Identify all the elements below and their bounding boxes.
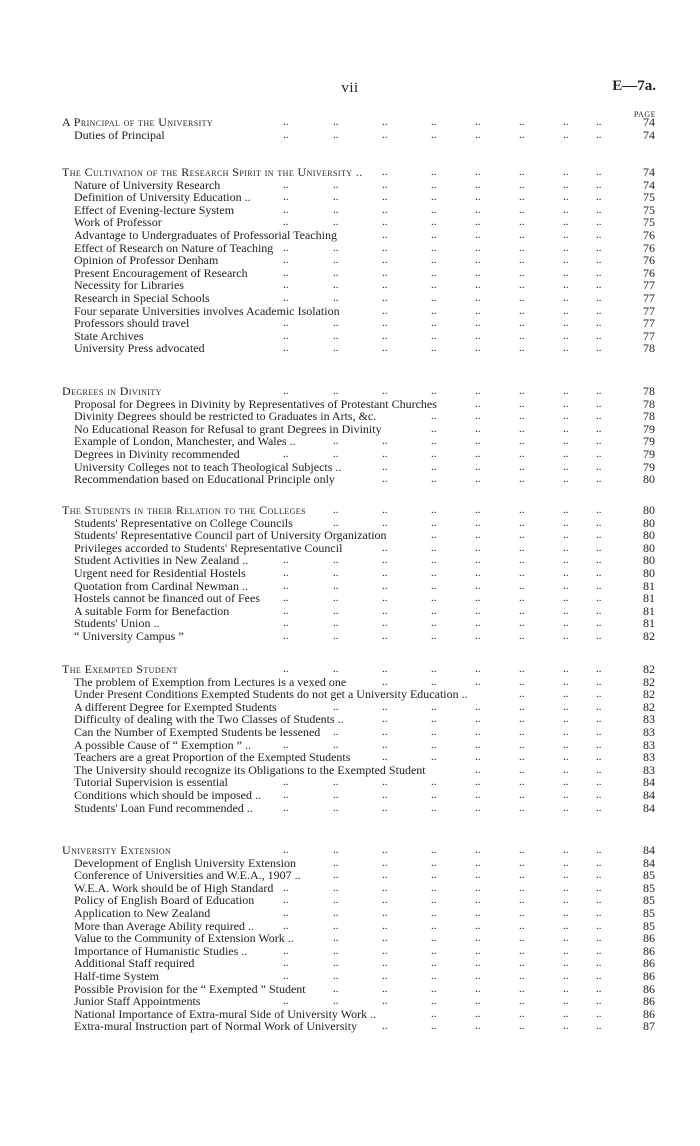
toc-entry-row: The problem of Exemption from Lectures is a vexed one .. .. .. .. .. .. 82 bbox=[74, 674, 655, 689]
entry-title: Opinion of Professor Denham bbox=[74, 253, 219, 268]
toc-entry-row: No Educational Reason for Refusal to grant Degrees in Divinity .. .. .. .. .. 79 bbox=[74, 421, 655, 436]
entry-title: A possible Cause of “ Exemption ” .. bbox=[74, 737, 251, 752]
toc-entry-row: Hostels cannot be financed out of Fees .. .. .. .. .. .. .. .. 81 bbox=[74, 591, 655, 606]
page-number: 86 bbox=[643, 943, 655, 958]
page-number: 83 bbox=[643, 737, 655, 752]
entry-title: No Educational Reason for Refusal to grant Degrees in Divinity bbox=[74, 421, 382, 436]
section-heading-row: University Extension .. .. .. .. .. .. .. .. 84 bbox=[62, 843, 655, 857]
page-number: 82 bbox=[643, 687, 655, 702]
page-number: 83 bbox=[643, 762, 655, 777]
page-number: 86 bbox=[643, 968, 655, 983]
entry-title: Student Activities in New Zealand .. bbox=[74, 553, 249, 568]
entry-title: Difficulty of dealing with the Two Classes of Students .. bbox=[74, 712, 344, 727]
entry-title: The University should recognize its Obligations to the Exempted Student bbox=[74, 762, 426, 777]
entry-title: A suitable Form for Benefaction bbox=[74, 603, 230, 618]
entry-title: Work of Professor bbox=[74, 215, 162, 230]
toc-entry-row: Possible Provision for the “ Exempted ” Student .. .. .. .. .. .. .. 86 bbox=[74, 981, 655, 996]
toc-section-university-extension bbox=[0, 844, 700, 1033]
entry-title: Research in Special Schools bbox=[74, 290, 210, 305]
entry-title: Definition of University Education .. bbox=[74, 190, 251, 205]
entry-title: University Colleges not to teach Theological Subjects .. bbox=[74, 459, 342, 474]
toc-entry-row: Students' Representative on College Councils .. .. .. .. .. .. .. 80 bbox=[74, 515, 655, 530]
entry-title: Example of London, Manchester, and Wales .. bbox=[74, 434, 296, 449]
page-number: 78 bbox=[643, 396, 655, 411]
toc-entry-row: Duties of Principal .. .. .. .. .. .. .. .. 74 bbox=[74, 127, 655, 142]
entry-title: Nature of University Research bbox=[74, 177, 221, 192]
page-number: 74 bbox=[643, 165, 655, 179]
toc-entry-row: Teachers are a great Proportion of the Exempted Students .. .. .. .. .. .. 83 bbox=[74, 750, 655, 765]
toc-entry-row: Nature of University Research .. .. .. .. .. .. .. .. 74 bbox=[74, 177, 655, 192]
toc-entry-row: Extra-mural Instruction part of Normal Work of University .. .. .. .. .. .. 87 bbox=[74, 1019, 655, 1034]
entry-title: Conditions which should be imposed .. bbox=[74, 787, 261, 802]
page-number: 82 bbox=[643, 699, 655, 714]
page-number: 84 bbox=[643, 775, 655, 790]
page-number: 75 bbox=[643, 215, 655, 230]
entry-title: Junior Staff Appointments bbox=[74, 994, 201, 1009]
page-number: 81 bbox=[643, 591, 655, 606]
toc-section-the-students-in-their-relation-to-the-co bbox=[0, 504, 700, 643]
toc-entry-row: Difficulty of dealing with the Two Classes of Students .. .. .. .. .. .. .. 83 bbox=[74, 712, 655, 727]
entry-title: Degrees in Divinity recommended bbox=[74, 446, 240, 461]
page-number: 77 bbox=[643, 328, 655, 343]
page-number: 85 bbox=[643, 918, 655, 933]
entry-title: Possible Provision for the “ Exempted ” Student bbox=[74, 981, 306, 996]
toc-section-the-cultivation-of-the-research-spirit-i bbox=[0, 166, 700, 355]
page-number: 85 bbox=[643, 880, 655, 895]
toc-section-the-exempted-student bbox=[0, 663, 700, 814]
page-number: 74 bbox=[643, 127, 655, 142]
toc-entry-row: Example of London, Manchester, and Wales .. .. .. .. .. .. .. .. 79 bbox=[74, 434, 655, 449]
toc-entry-row: The University should recognize its Obligations to the Exempted Student .. .. .. .. 83 bbox=[74, 762, 655, 777]
page-number: 81 bbox=[643, 603, 655, 618]
entry-title: University Press advocated bbox=[74, 341, 205, 356]
toc-entry-row: Necessity for Libraries .. .. .. .. .. .. .. .. 77 bbox=[74, 278, 655, 293]
section-heading: A Principal of the University bbox=[62, 115, 214, 129]
toc-entry-row: Student Activities in New Zealand .. .. .. .. .. .. .. .. .. 80 bbox=[74, 553, 655, 568]
entry-title: Can the Number of Exempted Students be lessened bbox=[74, 724, 321, 739]
toc-entry-row: Four separate Universities involves Academic Isolation .. .. .. .. .. .. 77 bbox=[74, 303, 655, 318]
entry-title: Additional Staff required bbox=[74, 956, 195, 971]
toc-entry-row: Privileges accorded to Students' Representative Council .. .. .. .. .. .. 80 bbox=[74, 540, 655, 555]
page-number: 76 bbox=[643, 265, 655, 280]
page-number: 84 bbox=[643, 843, 655, 857]
entry-title: Proposal for Degrees in Divinity by Representatives of Protestant Churches bbox=[74, 396, 437, 411]
entry-title: Students' Representative Council part of University Organization bbox=[74, 528, 387, 543]
toc-section-a-principal-of-the-university bbox=[0, 116, 700, 141]
toc-entry-row: W.E.A. Work should be of High Standard .. .. .. .. .. .. .. .. 85 bbox=[74, 880, 655, 895]
entry-title: Effect of Evening-lecture System bbox=[74, 202, 235, 217]
entry-title: Privileges accorded to Students' Representative Council bbox=[74, 540, 343, 555]
page-number: 80 bbox=[643, 503, 655, 517]
section-heading-row: Degrees in Divinity .. .. .. .. .. .. .. .. 78 bbox=[62, 384, 655, 398]
entry-title: Conference of Universities and W.E.A., 1907 .. bbox=[74, 868, 301, 883]
page-number: 78 bbox=[643, 341, 655, 356]
toc-entry-row: Additional Staff required .. .. .. .. .. .. .. .. 86 bbox=[74, 956, 655, 971]
toc-entry-row: Advantage to Undergraduates of Professorial Teaching .. .. .. .. .. .. 76 bbox=[74, 227, 655, 242]
toc-entry-row: University Colleges not to teach Theological Subjects .. .. .. .. .. .. .. 79 bbox=[74, 459, 655, 474]
toc-entry-row: Students' Union .. .. .. .. .. .. .. .. .. 81 bbox=[74, 616, 655, 631]
page-number: 80 bbox=[643, 528, 655, 543]
toc-entry-row: State Archives .. .. .. .. .. .. .. .. 77 bbox=[74, 328, 655, 343]
toc-entry-row: A possible Cause of “ Exemption ” .. .. .. .. .. .. .. .. .. 83 bbox=[74, 737, 655, 752]
entry-title: Duties of Principal bbox=[74, 127, 165, 142]
page-number: 77 bbox=[643, 303, 655, 318]
entry-title: Necessity for Libraries bbox=[74, 278, 184, 293]
page-number: 80 bbox=[643, 553, 655, 568]
page-number: 86 bbox=[643, 956, 655, 971]
page-number: 84 bbox=[643, 787, 655, 802]
toc-entry-row: Recommendation based on Educational Principle only .. .. .. .. .. .. 80 bbox=[74, 472, 655, 487]
page-number: 85 bbox=[643, 893, 655, 908]
toc-entry-row: Work of Professor .. .. .. .. .. .. .. .. 75 bbox=[74, 215, 655, 230]
entry-title: Extra-mural Instruction part of Normal Work of University bbox=[74, 1019, 358, 1034]
toc-entry-row: Tutorial Supervision is essential .. .. .. .. .. .. .. .. 84 bbox=[74, 775, 655, 790]
page-number-roman: vii bbox=[341, 80, 359, 96]
toc-entry-row: Value to the Community of Extension Work .. .. .. .. .. .. .. .. 86 bbox=[74, 931, 655, 946]
entry-title: State Archives bbox=[74, 328, 144, 343]
page-number: 74 bbox=[643, 177, 655, 192]
page-number: 75 bbox=[643, 202, 655, 217]
section-heading: The Students in their Relation to the Colleges bbox=[62, 503, 306, 517]
page-number: 80 bbox=[643, 540, 655, 555]
entry-title: Divinity Degrees should be restricted to Graduates in Arts, &c. bbox=[74, 409, 377, 424]
toc-entry-row: National Importance of Extra-mural Side of University Work .. .. .. .. .. .. 86 bbox=[74, 1006, 655, 1021]
section-heading-row: The Exempted Student .. .. .. .. .. .. .. .. 82 bbox=[62, 662, 655, 676]
entry-title: Policy of English Board of Education bbox=[74, 893, 255, 908]
page-number: 76 bbox=[643, 253, 655, 268]
page-number: 79 bbox=[643, 459, 655, 474]
toc-entry-row: University Press advocated .. .. .. .. .. .. .. .. 78 bbox=[74, 341, 655, 356]
entry-title: Present Encouragement of Research bbox=[74, 265, 248, 280]
entry-title: More than Average Ability required .. bbox=[74, 918, 255, 933]
toc-entry-row: Can the Number of Exempted Students be lessened .. .. .. .. .. .. .. 83 bbox=[74, 724, 655, 739]
toc-entry-row: “ University Campus ” .. .. .. .. .. .. .. .. 82 bbox=[74, 628, 655, 643]
page-number: 78 bbox=[643, 409, 655, 424]
toc-entry-row: Quotation from Cardinal Newman .. .. .. .. .. .. .. .. .. 81 bbox=[74, 578, 655, 593]
page-number: 80 bbox=[643, 472, 655, 487]
section-heading-row: The Cultivation of the Research Spirit in the University .. .. .. .. .. .. .. 74 bbox=[62, 165, 655, 179]
entry-title: Advantage to Undergraduates of Professorial Teaching bbox=[74, 227, 337, 242]
entry-title: Value to the Community of Extension Work .. bbox=[74, 931, 294, 946]
section-heading: The Exempted Student bbox=[62, 662, 178, 676]
entry-title: Recommendation based on Educational Principle only bbox=[74, 472, 335, 487]
toc-entry-row: Present Encouragement of Research .. .. .. .. .. .. .. .. 76 bbox=[74, 265, 655, 280]
entry-title: W.E.A. Work should be of High Standard bbox=[74, 880, 274, 895]
toc-entry-row: More than Average Ability required .. .. .. .. .. .. .. .. .. 85 bbox=[74, 918, 655, 933]
toc-entry-row: Definition of University Education .. .. .. .. .. .. .. .. .. 75 bbox=[74, 190, 655, 205]
page-number: 76 bbox=[643, 240, 655, 255]
toc-entry-row: Effect of Research on Nature of Teaching .. .. .. .. .. .. .. .. 76 bbox=[74, 240, 655, 255]
toc-section-degrees-in-divinity bbox=[0, 385, 700, 486]
toc-entry-row: Half-time System .. .. .. .. .. .. .. .. 86 bbox=[74, 968, 655, 983]
toc-entry-row: Proposal for Degrees in Divinity by Representatives of Protestant Churches .. .. .. .. 78 bbox=[74, 396, 655, 411]
toc-entry-row: Conditions which should be imposed .. .. .. .. .. .. .. .. .. 84 bbox=[74, 787, 655, 802]
page-number: 79 bbox=[643, 446, 655, 461]
page-number: 87 bbox=[643, 1019, 655, 1034]
document-code: E—7a. bbox=[612, 78, 656, 94]
page-number: 86 bbox=[643, 1006, 655, 1021]
page-number: 84 bbox=[643, 800, 655, 815]
page-number: 74 bbox=[643, 115, 655, 129]
toc-entry-row: Development of English University Extension .. .. .. .. .. .. .. 84 bbox=[74, 855, 655, 870]
page-number: 79 bbox=[643, 434, 655, 449]
page-number: 85 bbox=[643, 905, 655, 920]
page-number: 77 bbox=[643, 290, 655, 305]
toc-entry-row: Application to New Zealand .. .. .. .. .. .. .. .. 85 bbox=[74, 905, 655, 920]
entry-title: Teachers are a great Proportion of the Exempted Students bbox=[74, 750, 351, 765]
toc-entry-row: Policy of English Board of Education .. .. .. .. .. .. .. .. 85 bbox=[74, 893, 655, 908]
toc-entry-row: Effect of Evening-lecture System .. .. .. .. .. .. .. .. 75 bbox=[74, 202, 655, 217]
entry-title: Development of English University Extension bbox=[74, 855, 296, 870]
page-number: 86 bbox=[643, 981, 655, 996]
entry-title: National Importance of Extra-mural Side of University Work .. bbox=[74, 1006, 377, 1021]
page-number: 75 bbox=[643, 190, 655, 205]
section-heading-row: The Students in their Relation to the Colleges .. .. .. .. .. .. .. 80 bbox=[62, 503, 655, 517]
section-heading: Degrees in Divinity bbox=[62, 384, 162, 398]
entry-title: Students' Loan Fund recommended .. bbox=[74, 800, 253, 815]
page-number: 82 bbox=[643, 628, 655, 643]
toc-entry-row: Urgent need for Residential Hostels .. .. .. .. .. .. .. .. 80 bbox=[74, 565, 655, 580]
page-number: 77 bbox=[643, 278, 655, 293]
entry-title: A different Degree for Exempted Students bbox=[74, 699, 277, 714]
entry-title: Importance of Humanistic Studies .. bbox=[74, 943, 248, 958]
toc-entry-row: Conference of Universities and W.E.A., 1907 .. .. .. .. .. .. .. .. 85 bbox=[74, 868, 655, 883]
toc-entry-row: Importance of Humanistic Studies .. .. .. .. .. .. .. .. .. 86 bbox=[74, 943, 655, 958]
entry-title: Urgent need for Residential Hostels bbox=[74, 565, 246, 580]
entry-title: “ University Campus ” bbox=[74, 628, 184, 643]
page-number: 85 bbox=[643, 868, 655, 883]
page-number: 86 bbox=[643, 931, 655, 946]
toc-entry-row: Students' Representative Council part of University Organization .. .. .. .. .. 80 bbox=[74, 528, 655, 543]
toc-entry-row: Students' Loan Fund recommended .. .. .. .. .. .. .. .. .. 84 bbox=[74, 800, 655, 815]
section-heading: University Extension bbox=[62, 843, 172, 857]
entry-title: Hostels cannot be financed out of Fees bbox=[74, 591, 260, 606]
page-number: 83 bbox=[643, 724, 655, 739]
entry-title: Application to New Zealand bbox=[74, 905, 211, 920]
entry-title: Under Present Conditions Exempted Students do not get a University Education .. bbox=[74, 687, 468, 702]
toc-entry-row: Research in Special Schools .. .. .. .. .. .. .. .. 77 bbox=[74, 290, 655, 305]
entry-title: Professors should travel bbox=[74, 316, 190, 331]
toc-entry-row: Degrees in Divinity recommended .. .. .. .. .. .. .. .. 79 bbox=[74, 446, 655, 461]
page-number: 83 bbox=[643, 750, 655, 765]
page-number: 76 bbox=[643, 227, 655, 242]
page-number: 80 bbox=[643, 565, 655, 580]
entry-title: Half-time System bbox=[74, 968, 159, 983]
entry-title: Students' Union .. bbox=[74, 616, 160, 631]
page-number: 83 bbox=[643, 712, 655, 727]
page-number: 82 bbox=[643, 674, 655, 689]
entry-title: Effect of Research on Nature of Teaching bbox=[74, 240, 274, 255]
entry-title: Four separate Universities involves Academic Isolation bbox=[74, 303, 340, 318]
toc-entry-row: Divinity Degrees should be restricted to Graduates in Arts, &c. .. .. .. .. .. 78 bbox=[74, 409, 655, 424]
entry-title: Tutorial Supervision is essential bbox=[74, 775, 228, 790]
entry-title: The problem of Exemption from Lectures is a vexed one bbox=[74, 674, 347, 689]
page-number: 80 bbox=[643, 515, 655, 530]
toc-entry-row: Under Present Conditions Exempted Students do not get a University Education .. .. .. .. 82 bbox=[74, 687, 655, 702]
page-number: 82 bbox=[643, 662, 655, 676]
page-number: 79 bbox=[643, 421, 655, 436]
page-number: 86 bbox=[643, 994, 655, 1009]
entry-title: Students' Representative on College Councils bbox=[74, 515, 293, 530]
toc-entry-row: A different Degree for Exempted Students .. .. .. .. .. .. .. 82 bbox=[74, 699, 655, 714]
page-number: 81 bbox=[643, 578, 655, 593]
page-number: 77 bbox=[643, 316, 655, 331]
entry-title: Quotation from Cardinal Newman .. bbox=[74, 578, 248, 593]
page-column-label: PAGE bbox=[633, 110, 656, 119]
toc-entry-row: Junior Staff Appointments .. .. .. .. .. .. .. .. 86 bbox=[74, 994, 655, 1009]
toc-entry-row: A suitable Form for Benefaction .. .. .. .. .. .. .. .. 81 bbox=[74, 603, 655, 618]
toc-entry-row: Opinion of Professor Denham .. .. .. .. .. .. .. .. 76 bbox=[74, 253, 655, 268]
page-number: 84 bbox=[643, 855, 655, 870]
section-heading: The Cultivation of the Research Spirit in the University .. bbox=[62, 165, 363, 179]
toc-entry-row: Professors should travel .. .. .. .. .. .. .. .. 77 bbox=[74, 316, 655, 331]
page-number: 81 bbox=[643, 616, 655, 631]
section-heading-row: A Principal of the University .. .. .. .. .. .. .. .. 74 bbox=[62, 115, 655, 129]
page-number: 78 bbox=[643, 384, 655, 398]
